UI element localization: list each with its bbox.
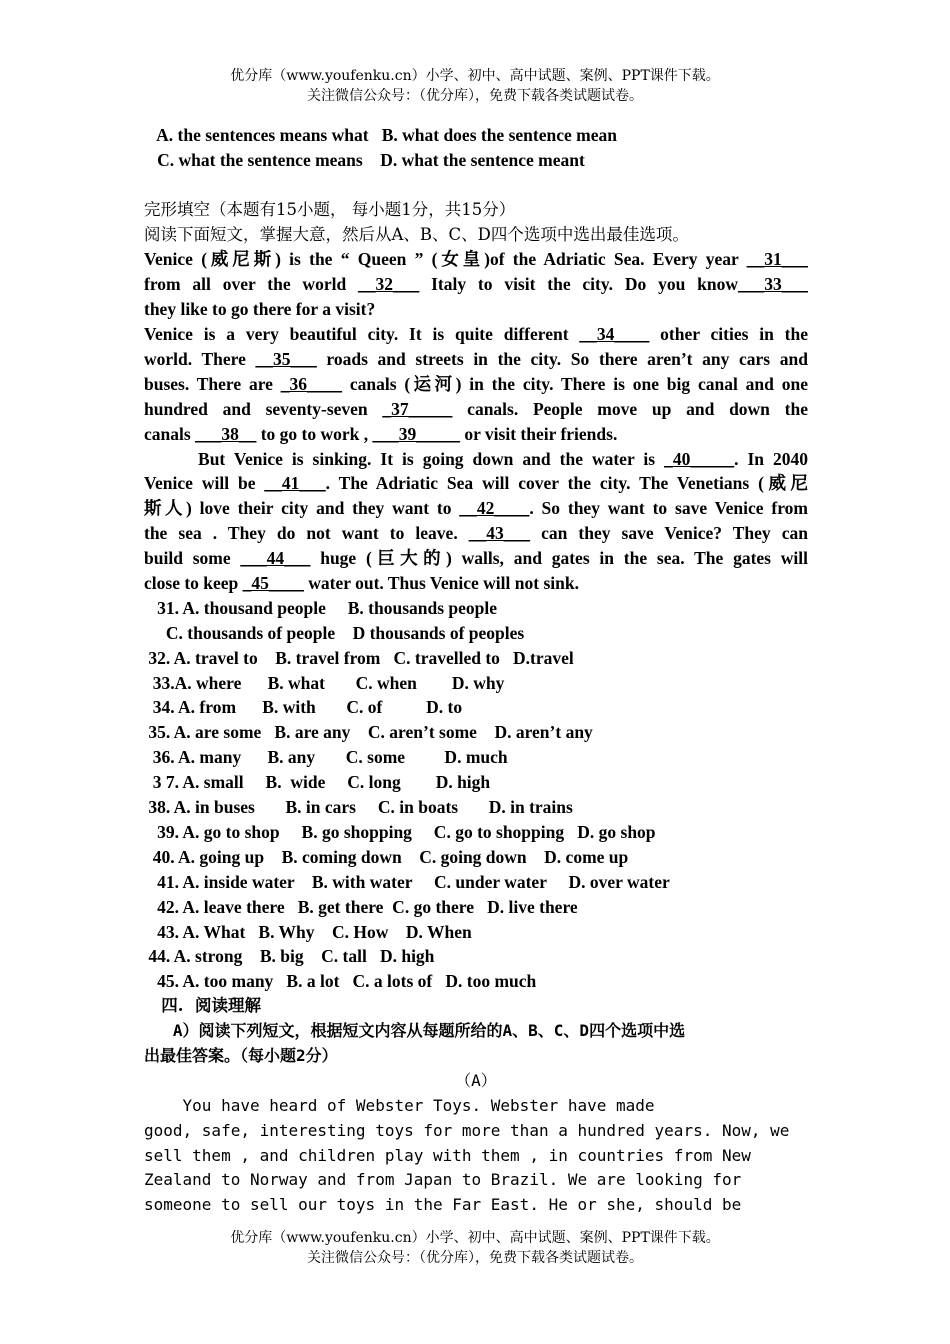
reading-section-title: 四. 阅读理解: [144, 996, 261, 1016]
cloze-line: buses. There are _36____ canals (运河) in the city. There is one big canal and one: [144, 373, 808, 394]
option-line-31b: C. thousands of people D thousands of peoples: [144, 622, 525, 643]
blank-42: __42____: [459, 498, 530, 519]
prev-options-line-1: A. the sentences means what B. what does the sentence mean: [144, 125, 617, 145]
cloze-line: from all over the world __32___ Italy to visit the city. Do you know___33___: [144, 274, 808, 295]
blank-32: __32___: [358, 274, 420, 295]
option-line-32: 32. A. travel to B. travel from C. travelled to D.travel: [144, 647, 574, 668]
cloze-line: world. There __35___ roads and streets in the city. So there aren’t any cars and: [144, 349, 808, 370]
passage-line: sell them , and children play with them , in countries from New: [144, 1145, 751, 1165]
cloze-line: Venice will be __41___. The Adriatic Sea will cover the city. The Venetians (威尼: [144, 473, 808, 494]
blank-35: __35___: [255, 349, 317, 370]
cloze-line: they like to go there for a visit?: [144, 299, 376, 320]
blank-44: ___44___: [240, 548, 311, 569]
cloze-line: Venice is a very beautiful city. It is quite different __34____ other cities in the: [144, 324, 808, 345]
cloze-line: Venice (威尼斯) is the “ Queen ” (女皇)of the Adriatic Sea. Every year __31___: [144, 249, 808, 270]
blank-36: _36____: [280, 373, 343, 394]
blank-38: ___38__: [195, 423, 257, 444]
blank-39: ___39_____: [372, 423, 460, 444]
blank-31: __31___: [746, 249, 808, 270]
cloze-line: But Venice is sinking. It is going down and the water is _40_____. In 2040: [144, 448, 808, 469]
blank-41: __41___: [264, 473, 326, 494]
option-line-36: 36. A. many B. any C. some D. much: [144, 747, 508, 768]
cloze-line: 斯人) love their city and they want to __42____. So they want to save Venice from: [144, 498, 808, 519]
cloze-line: canals ___38__ to go to work , ___39_____ or visit their friends.: [144, 423, 618, 444]
cloze-line: the sea . They do not want to leave. __43___ can they save Venice? They can: [144, 523, 808, 544]
cloze-line: build some ___44___ huge (巨大的) walls, and gates in the sea. The gates will: [144, 548, 808, 569]
footer-line-1: 优分库（www.youfenku.cn）小学、初中、高中试题、案例、PPT课件下载。: [230, 1230, 720, 1246]
header-line-2: 关注微信公众号：（优分库），免费下载各类试题试卷。: [307, 88, 643, 104]
option-line-37: 3 7. A. small B. wide C. long D. high: [144, 772, 491, 793]
prev-options-line-2: C. what the sentence means D. what the sentence meant: [144, 149, 585, 170]
blank-34: __34____: [579, 324, 650, 345]
spacer: [144, 173, 808, 198]
option-line-35: 35. A. are some B. are any C. aren’t some D. aren’t any: [144, 722, 593, 743]
cloze-instruction: 阅读下面短文，掌握大意，然后从A、B、C、D四个选项中选出最佳选项。: [144, 224, 689, 244]
page-header: [0, 66, 950, 106]
document-body: [144, 123, 808, 1218]
header-line-1: 优分库（www.youfenku.cn）小学、初中、高中试题、案例、PPT课件下载。: [230, 68, 720, 84]
cloze-line: hundred and seventy-seven _37_____ canals. People move up and down the: [144, 398, 808, 419]
option-line-41: 41. A. inside water B. with water C. under water D. over water: [144, 871, 670, 892]
option-line-38: 38. A. in buses B. in cars C. in boats D. in trains: [144, 797, 573, 818]
reading-instruction-1: A）阅读下列短文，根据短文内容从每题所给的A、B、C、D四个选项中选: [144, 1021, 686, 1041]
option-line-45: 45. A. too many B. a lot C. a lots of D. too much: [144, 971, 537, 992]
reading-instruction-2: 出最佳答案。（每小题2分）: [144, 1045, 338, 1065]
passage-line: You have heard of Webster Toys. Webster have made: [144, 1095, 655, 1115]
option-line-33: 33.A. where B. what C. when D. why: [144, 672, 505, 693]
blank-33: ___33___: [738, 274, 808, 295]
option-line-42: 42. A. leave there B. get there C. go there D. live there: [144, 896, 578, 917]
blank-45: _45____: [242, 573, 304, 594]
cloze-title: 完形填空（本题有15小题， 每小题1分，共15分）: [144, 199, 516, 219]
blank-40: _40_____: [664, 448, 735, 469]
option-line-31: 31. A. thousand people B. thousands people: [144, 597, 498, 618]
blank-37: _37_____: [382, 398, 453, 419]
option-line-34: 34. A. from B. with C. of D. to: [144, 697, 463, 718]
blank-43: __43___: [468, 523, 531, 544]
cloze-line: close to keep _45____ water out. Thus Venice will not sink.: [144, 573, 579, 594]
option-line-44: 44. A. strong B. big C. tall D. high: [144, 946, 435, 967]
page-footer: [0, 1228, 950, 1268]
option-line-43: 43. A. What B. Why C. How D. When: [144, 921, 472, 942]
passage-label: （A）: [455, 1070, 497, 1090]
footer-line-2: 关注微信公众号：（优分库），免费下载各类试题试卷。: [307, 1250, 643, 1266]
option-line-39: 39. A. go to shop B. go shopping C. go to shopping D. go shop: [144, 821, 656, 842]
passage-line: someone to sell our toys in the Far East. He or she, should be: [144, 1195, 742, 1215]
passage-line: good, safe, interesting toys for more than a hundred years. Now, we: [144, 1120, 790, 1140]
option-line-40: 40. A. going up B. coming down C. going down D. come up: [144, 846, 629, 867]
passage-line: Zealand to Norway and from Japan to Brazil. We are looking for: [144, 1170, 742, 1190]
